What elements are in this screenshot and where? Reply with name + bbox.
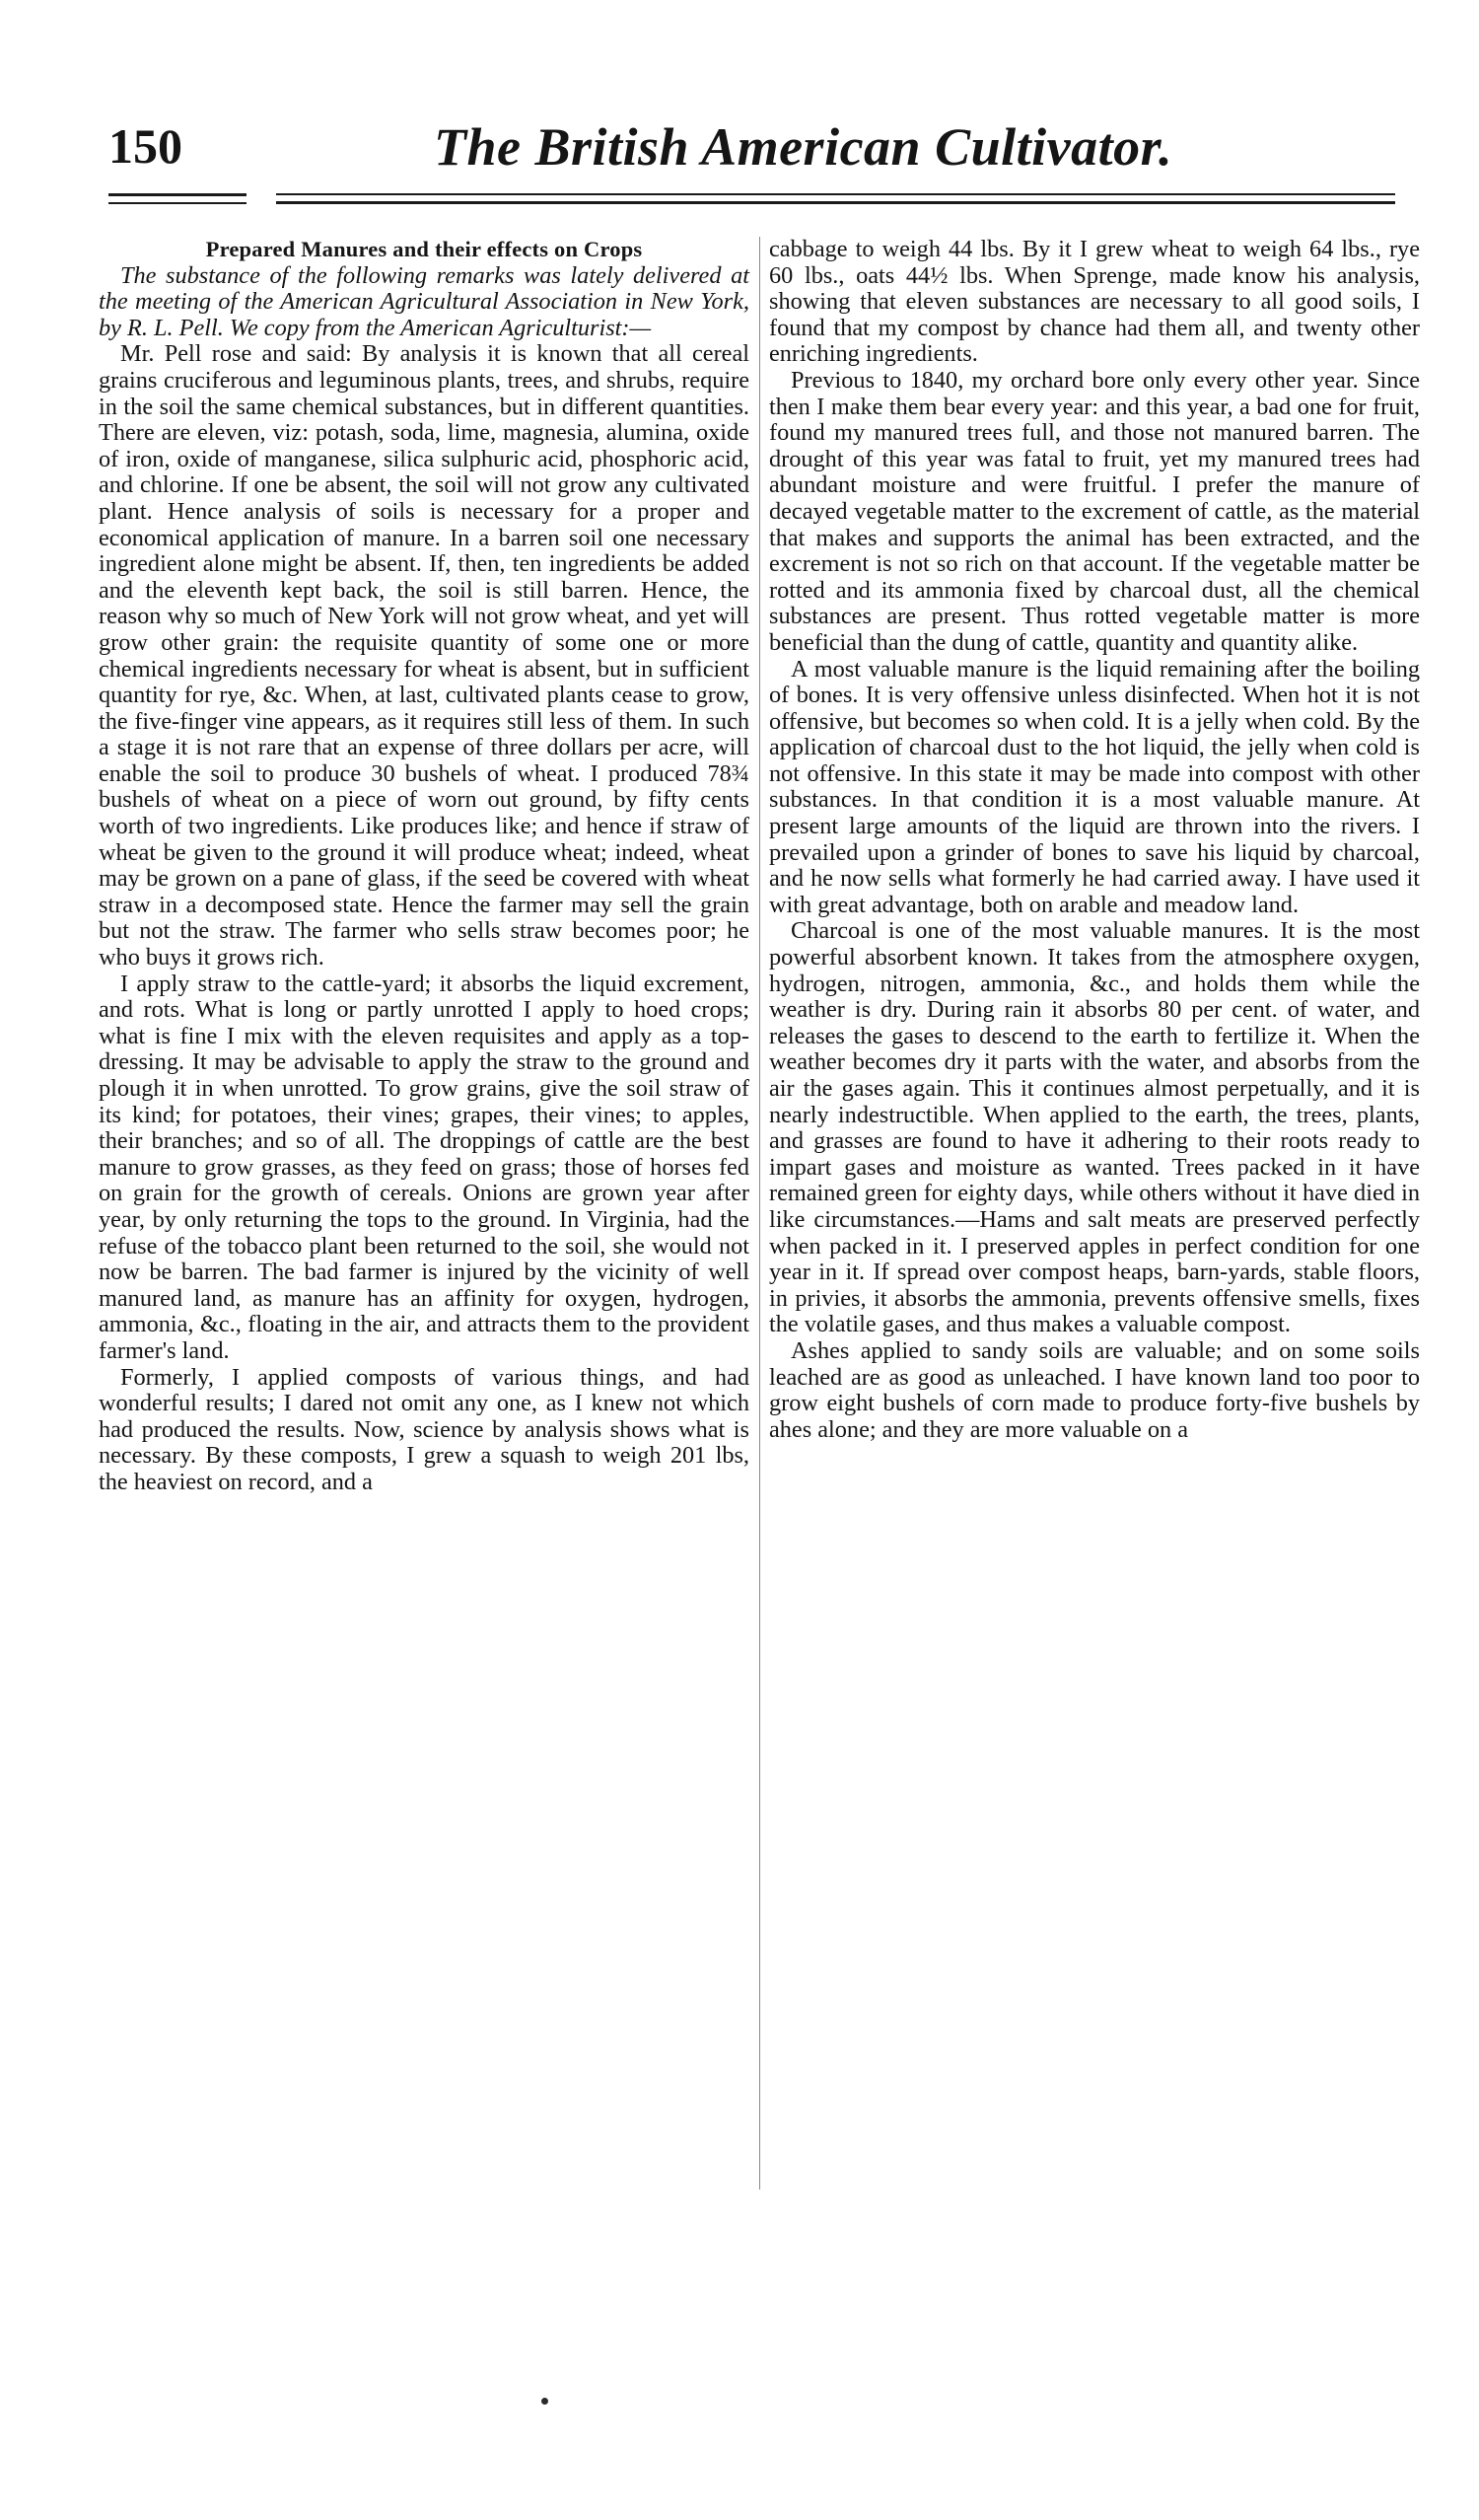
article-title: Prepared Manures and their effects on Crops bbox=[205, 237, 643, 261]
page-header bbox=[108, 116, 1400, 195]
left-column bbox=[99, 237, 749, 1496]
running-title: The British American Cultivator. bbox=[434, 117, 1173, 177]
right-column bbox=[769, 237, 1420, 1443]
header-rule bbox=[108, 193, 1395, 213]
right-paragraph: Previous to 1840, my orchard bore only every other year. Since then I make them bear every year: and this year, a bad one for fruit, found my manured trees full, and those not manured barren. The drought of this year was fatal to fruit, yet my manured trees had abundant moisture and were fruitful. I prefer the manure of decayed vegetable matter to the excrement of cattle, as the material that makes and supports the animal has been extracted, and the excrement is not so rich on that account. If the vegetable matter be rotted and its ammonia fixed by charcoal dust, all the chemical substances are present. Thus rotted vegetable matter is more beneficial than the dung of cattle, quantity and quantity alike. bbox=[769, 366, 1420, 656]
header-rule-right-thin bbox=[276, 193, 1395, 195]
right-paragraph: Ashes applied to sandy soils are valuable; and on some soils leached are as good as unleached. I have known land too poor to grow eight bushels of corn made to produce forty-five bushels by ahes alone; and they are more valuable on a bbox=[769, 1336, 1420, 1443]
header-rule-right-thick bbox=[276, 201, 1395, 204]
page-number: 150 bbox=[108, 118, 182, 174]
column-divider bbox=[759, 237, 760, 2190]
left-paragraph: Formerly, I applied composts of various things, and had wonderful results; I dared not omit any one, as I knew not which had produced the results. Now, science by analysis shows what is necessary. By these composts, I grew a squash to weigh 201 lbs, the heaviest on record, and a bbox=[99, 1363, 749, 1495]
right-paragraph: A most valuable manure is the liquid remaining after the boiling of bones. It is very offensive unless disinfected. When hot it is not offensive, but becomes so when cold. It is a jelly when cold. By the application of charcoal dust to the hot liquid, the jelly when cold is not offensive. In this state it may be made into compost with other substances. In that condition it is a most valuable manure. At present large amounts of the liquid are thrown into the rivers. I prevailed upon a grinder of bones to save his liquid by charcoal, and he now sells what formerly he had carried away. I have used it with great advantage, both on arable and meadow land. bbox=[769, 655, 1420, 918]
left-paragraph: Mr. Pell rose and said: By analysis it is known that all cereal grains cruciferous and leguminous plants, trees, and shrubs, require in the soil the same chemical substances, but in different quantities. There are eleven, viz: potash, soda, lime, magnesia, alumina, oxide of iron, oxide of manganese, silica sulphuric acid, phosphoric acid, and chlorine. If one be absent, the soil will not grow any cultivated plant. Hence analysis of soils is necessary for a proper and economical application of manure. In a barren soil one necessary ingredient alone might be absent. If, then, ten ingredients be added and the eleventh kept back, the soil is still barren. Hence, the reason why so much of New York will not grow wheat, and yet will grow other grain: the requisite quantity of some one or more chemical ingredients necessary for wheat is absent, but in sufficient quantity for rye, &c. When, at last, cultivated plants cease to grow, the five-finger vine appears, as it requires still less of them. In such a stage it is not rare that an expense of three dollars per acre, will enable the soil to produce 30 bushels of wheat. I produced 78¾ bushels of wheat on a piece of worn out ground, by fifty cents worth of two ingredients. Like produces like; and hence if straw of wheat be given to the ground it will produce wheat; indeed, wheat may be grown on a pane of glass, if the seed be covered with wheat straw in a decomposed state. Hence the farmer may sell the grain but not the straw. The farmer who sells straw becomes poor; he who buys it grows rich. bbox=[99, 340, 749, 972]
left-paragraph: I apply straw to the cattle-yard; it absorbs the liquid excrement, and rots. What is long or partly unrotted I apply to hoed crops; what is fine I mix with the eleven requisites and apply as a top-dressing. It may be advisable to apply the straw to the ground and plough it in when unrotted. To grow grains, give the soil straw of its kind; for potatoes, their vines; grapes, their vines; to apples, their branches; and so of all. The droppings of cattle are the best manure to grow grasses, as they feed on grass; those of horses fed on grain for the growth of cereals. Onions are grown year after year, by only returning the tops to the ground. In Virginia, had the refuse of the tobacco plant been returned to the soil, she would not now be barren. The bad farmer is injured by the vicinity of well manured land, as manure has an affinity for oxygen, hydrogen, ammonia, &c., floating in the air, and attracts them to the provident farmer's land. bbox=[99, 970, 749, 1364]
footer-mark bbox=[541, 2398, 548, 2405]
header-rule-left-thick bbox=[108, 193, 246, 196]
right-paragraph: Charcoal is one of the most valuable manures. It is the most powerful absorbent known. It takes from the atmosphere oxygen, hydrogen, nitrogen, ammonia, &c., and holds them while the weather is dry. During rain it absorbs 80 per cent. of water, and releases the gases to descend to the earth to fertilize it. When the weather becomes dry it parts with the water, and absorbs from the air the gases again. This it continues almost perpetually, and it is nearly indestructible. When applied to the earth, the trees, plants, and grasses are found to have it adhering to their roots ready to impart gases and moisture as wanted. Trees packed in it have remained green for eighty days, while others without it have died in like circumstances.—Hams and salt meats are preserved perfectly when packed in it. I preserved apples in perfect condition for one year in it. If spread over compost heaps, barn-yards, stable floors, in privies, it absorbs the ammonia, prevents offensive smells, fixes the volatile gases, and thus makes a valuable compost. bbox=[769, 917, 1420, 1338]
article-intro: The substance of the following remarks was lately delivered at the meeting of the American Agricultural Association in New York, by R. L. Pell. We copy from the American Agriculturist:— bbox=[99, 261, 749, 341]
right-paragraph: cabbage to weigh 44 lbs. By it I grew wheat to weigh 64 lbs., rye 60 lbs., oats 44½ lbs. When Sprenge, made know his analysis, showing that eleven substances are necessary to all good soils, I found that my compost by chance had them all, and twenty other enriching ingredients. bbox=[769, 236, 1420, 368]
header-rule-left-thin bbox=[108, 202, 246, 204]
